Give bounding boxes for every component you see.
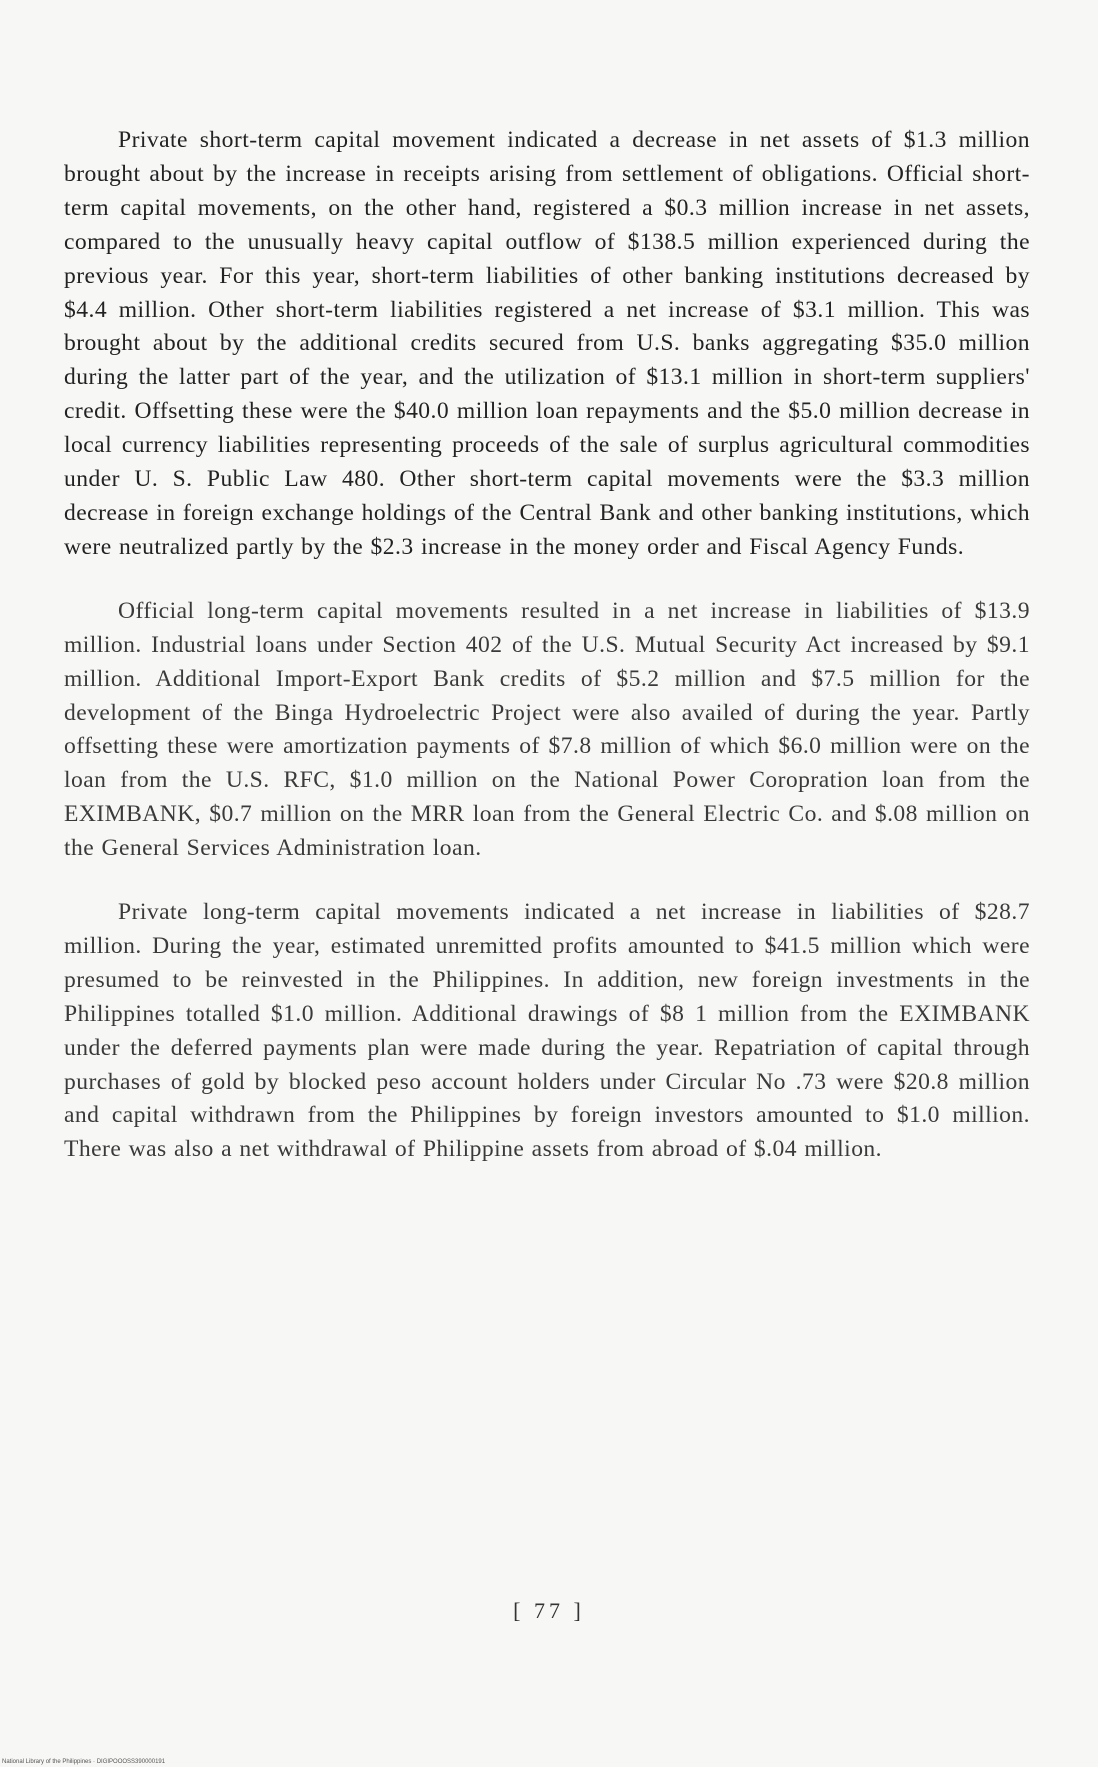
paragraph-private-short-term: Private short-term capital movement indicated a decrease in net assets of $1.3 million brought about by the increase in receipts arising from settlement of obligations. Official short-term capital movements, on the other hand, registered a $0.3 million increase in net assets, compared to the unusually heavy capital outflow of $138.5 million experienced during the previous year. For this year, short-term liabilities of other banking institutions decreased by $4.4 million. Other short-term liabilities registered a net increase of $3.1 million. This was brought about by the additional credits secured from U.S. banks aggregating $35.0 million during the latter part of the year, and the utilization of $13.1 million in short-term suppliers' credit. Offsetting these were the $40.0 million loan repayments and the $5.0 million decrease in local currency liabilities representing proceeds of the sale of surplus agricultural commodities under U. S. Public Law 480. Other short-term capital movements were the $3.3 million decrease in foreign exchange holdings of the Central Bank and other banking institutions, which were neutralized partly by the $2.3 increase in the money order and Fiscal Agency Funds. xyxy=(64,127,1030,560)
paragraph-official-long-term: Official long-term capital movements resulted in a net increase in liabilities of $13.9 million. Industrial loans under Section 402 of the U.S. Mutual Security Act increased by $9.1 million. Additional Import-Export Bank credits of $5.2 million and $7.5 million for the development of the Binga Hydroelectric Project were also availed of during the year. Partly offsetting these were amortization payments of $7.8 million of which $6.0 million were on the loan from the U.S. RFC, $1.0 million on the National Power Coropration loan from the EXIMBANK, $0.7 million on the MRR loan from the General Electric Co. and $.08 million on the General Services Administration loan. xyxy=(64,597,1030,862)
scan-footer-note: National Library of the Philippines · DIGIPOOOSS390000191 xyxy=(2,1759,166,1765)
paragraph-private-long-term: Private long-term capital movements indicated a net increase in liabilities of $28.7 million. During the year, estimated unremitted profits amounted to $41.5 million which were presumed to be reinvested in the Philippines. In addition, new foreign investments in the Philippines totalled $1.0 million. Additional drawings of $8 1 million from the EXIMBANK under the deferred payments plan were made during the year. Repatriation of capital through purchases of gold by blocked peso account holders under Circular No .73 were $20.8 million and capital withdrawn from the Philippines by foreign investors amounted to $1.0 million. There was also a net withdrawal of Philippine assets from abroad of $.04 million. xyxy=(64,899,1030,1163)
page-number: [ 77 ] xyxy=(513,1598,585,1623)
document-body xyxy=(64,124,1030,1197)
